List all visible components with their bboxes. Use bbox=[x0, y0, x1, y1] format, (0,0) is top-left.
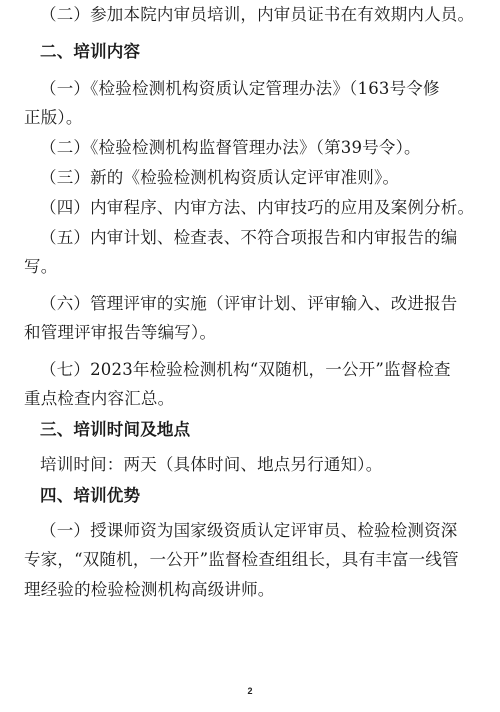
paragraph-content-1-cont: 正版）。 bbox=[24, 108, 83, 127]
paragraph-advantage-1-cont: 专家，“双随机，一公开”监督检查组组长，具有丰富一线管 bbox=[24, 550, 459, 569]
section-heading-advantages: 四、培训优势 bbox=[40, 486, 141, 505]
paragraph-advantage-1: （一）授课师资为国家级资质认定评审员、检验检测资深 bbox=[40, 521, 458, 540]
section-heading-training-content: 二、培训内容 bbox=[40, 42, 141, 61]
paragraph-eligibility-2: （二）参加本院内审员培训，内审员证书在有效期内人员。 bbox=[40, 5, 475, 24]
paragraph-content-5-cont: 写。 bbox=[24, 257, 58, 276]
paragraph-training-time: 培训时间：两天（具体时间、地点另行通知）。 bbox=[40, 455, 383, 474]
paragraph-content-5: （五）内审计划、检查表、不符合项报告和内审报告的编 bbox=[40, 228, 458, 247]
paragraph-content-7: （七）2023年检验检测机构“双随机，一公开”监督检查 bbox=[40, 360, 451, 379]
paragraph-content-1: （一）《检验检测机构资质认定管理办法》（163号令修 bbox=[40, 79, 440, 98]
paragraph-content-6-cont: 和管理评审报告等编写）。 bbox=[24, 323, 217, 342]
paragraph-content-7-cont: 重点检查内容汇总。 bbox=[24, 389, 175, 408]
page-number: 2 bbox=[247, 686, 253, 696]
paragraph-content-4: （四）内审程序、内审方法、内审技巧的应用及案例分析。 bbox=[40, 198, 475, 217]
paragraph-content-3: （三）新的《检验检测机构资质认定评审准则》。 bbox=[40, 168, 400, 187]
paragraph-content-2: （二）《检验检测机构监督管理办法》（第39号令）。 bbox=[40, 138, 421, 157]
section-heading-time-place: 三、培训时间及地点 bbox=[40, 420, 191, 439]
paragraph-advantage-1-cont2: 理经验的检验检测机构高级讲师。 bbox=[24, 580, 275, 599]
paragraph-content-6: （六）管理评审的实施（评审计划、评审输入、改进报告 bbox=[40, 294, 458, 313]
